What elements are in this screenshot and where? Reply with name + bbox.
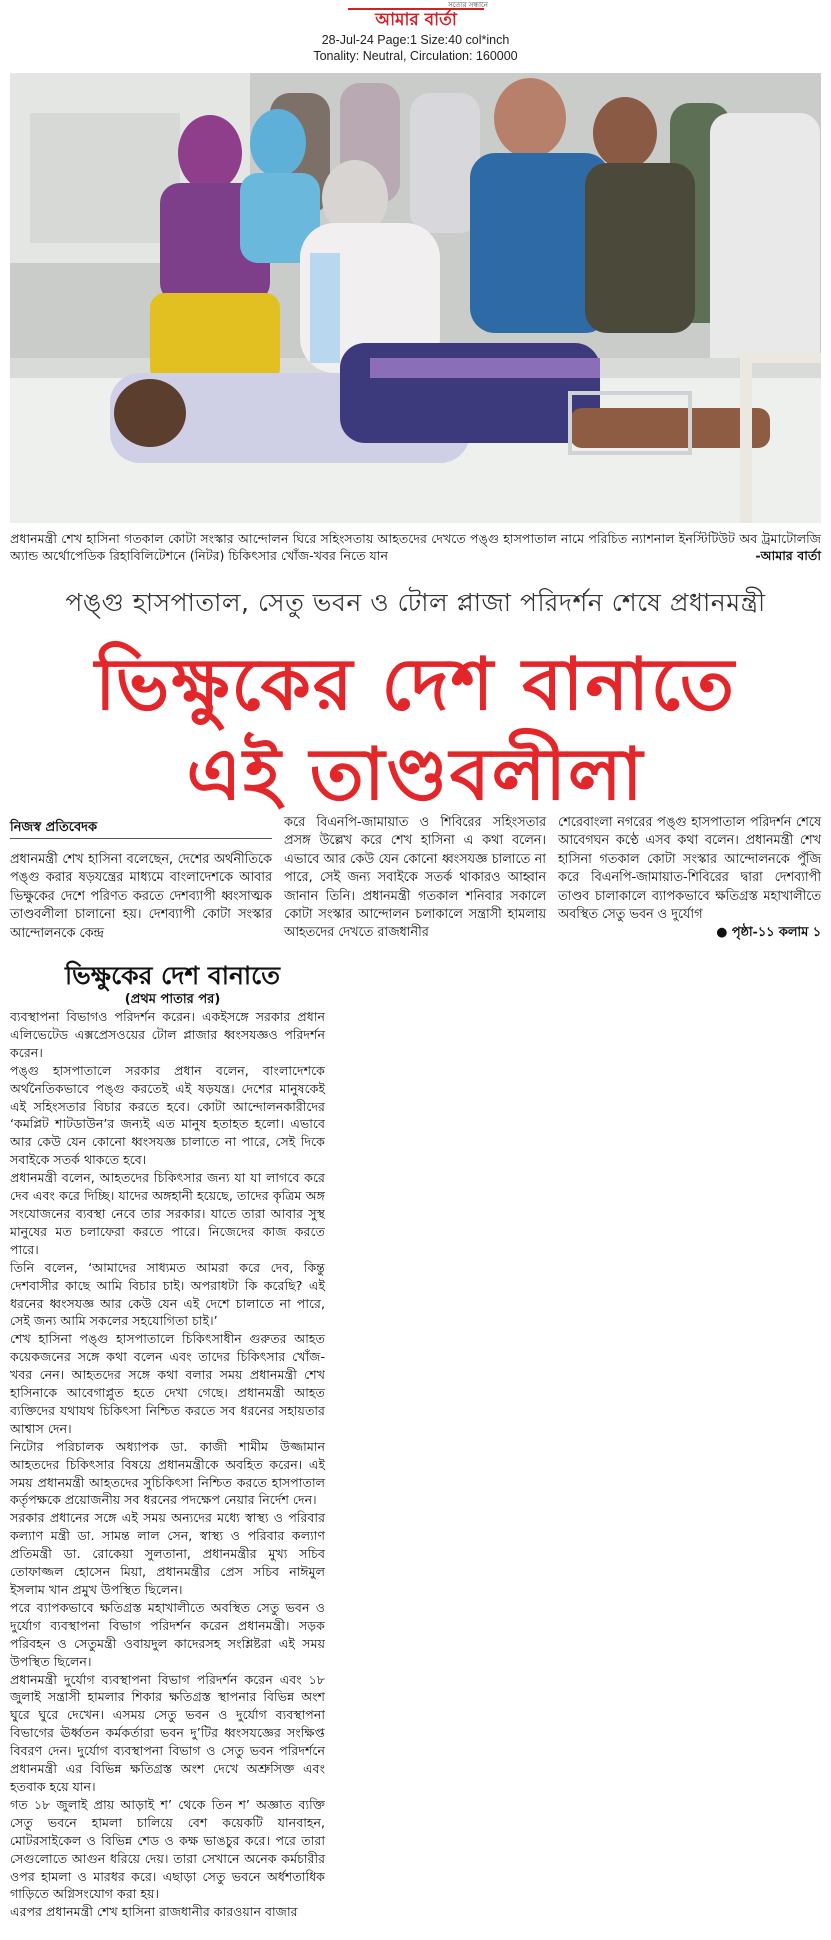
jump-paragraph: এরপর প্রধানমন্ত্রী শেখ হাসিনা রাজধানীর কারওয়ান বাজার [10,1904,298,1920]
jump-paragraph: নিটোর পরিচালক অধ্যাপক ডা. কাজী শামীম উজ্জামান আহতদের চিকিৎসার বিষয়ে প্রধানমন্ত্রীকে অবহিত করেন। এই সময় প্রধানমন্ত্রী আহতদের সুচিকিৎসা নিশ্চিত করতে হাসপাতাল কর্তৃপক্ষকে প্রয়োজনীয় সব ধরনের পদক্ষেপ নেয়ার নির্দেশ দেন। [10,1438,325,1508]
jump-paragraph: ব্যবস্থাপনা বিভাগও পরিদর্শন করেন। একইসঙ্গে সরকার প্রধান এলিভেটেড এক্সপ্রেসওয়ের টোল প্লাজার ধ্বংসযজ্ঞও পরিদর্শন করেন। [10,1009,325,1060]
jump-paragraph: সরকার প্রধানের সঙ্গে এই সময় অন্যদের মধ্যে স্বাস্থ্য ও পরিবার কল্যাণ মন্ত্রী ডা. সামন্ত লাল সেন, স্বাস্থ্য ও পরিবার কল্যাণ প্রতিমন্ত্রী ডা. রোকেয়া সুলতানা, প্রধানমন্ত্রীর মুখ্য সচিব তোফাজ্জল হোসেন মিয়া, প্রধানমন্ত্রীর প্রেস সচিব নাঈমুল ইসলাম খান প্রমুখ উপস্থিত ছিলেন। [10,1510,325,1597]
jump-body [10,1008,325,1921]
jump-title: ভিক্ষুকের দেশ বানাতে [65,961,280,990]
article-column-1: প্রধানমন্ত্রী শেখ হাসিনা বলেছেন, দেশের অর্থনীতিকে পঙ্গু করার ষড়যন্ত্রের মাধ্যমে বাংলাদেশকে আবার ভিক্ষুকের দেশে পরিণত করতে দেশব্যাপী ধ্বংসাত্মক তাণ্ডবলীলা চালানো হয়। দেশব্যাপী কোটা সংস্কার আন্দোলনকে কেন্দ্র [10,852,272,941]
masthead [0,0,831,70]
main-headline-line-2: এই তাণ্ডবলীলা [186,732,645,816]
byline: নিজস্ব প্রতিবেদক [10,820,98,835]
article-column-2: করে বিএনপি-জামায়াত ও শিবিরের সহিংসতার প্রসঙ্গ উল্লেখ করে শেখ হাসিনা এ কথা বলেন। এভাবে আর কেউ যেন কোনো ধ্বংসযজ্ঞ চালাতে না পারে, সেই জন্য সবাইকে সতর্ক থাকারও আহ্বান জানান তিনি। প্রধানমন্ত্রী গতকাল শনিবার সকালে কোটা সংস্কার আন্দোলন চলাকালে সন্ত্রাসী হামলায় আহতদের দেখতে রাজধানীর [284,815,546,941]
photo-caption: প্রধানমন্ত্রী শেখ হাসিনা গতকাল কোটা সংস্কার আন্দোলন ঘিরে সহিংসতায় আহতদের দেখতে পঙ্গু হাসপাতাল নামে পরিচিত ন্যাশনাল ইনস্টিটিউট অব ট্রমাটোলজি অ্যান্ড অর্থোপেডিক রিহাবিলিটেশনে (নিটর) চিকিৎসার খোঁজ-খবর নিতে যান [10,531,821,563]
article-column-3: শেরেবাংলা নগরের পঙ্গু হাসপাতাল পরিদর্শন শেষে আবেগঘন কণ্ঠে এসব কথা বলেন। প্রধানমন্ত্রী শেখ হাসিনা গতকাল কোটা সংস্কার আন্দোলনকে পুঁজি করে বিএনপি-জামায়াত-শিবিরের দ্বারা দেশব্যাপী তাণ্ডব চালাকালে ব্যাপকভাবে ক্ষতিগ্রস্ত মহাখালীতে অবস্থিত সেতু ভবন ও দুর্যোগ [558,815,821,923]
clip-meta-tonality: Tonality: Neutral, Circulation: 160000 [313,49,518,63]
continued-marker: ● পৃষ্ঠা-১১ কলাম ১ [716,925,821,940]
jump-subtitle: (প্রথম পাতার পর) [124,992,221,1007]
byline-divider [10,838,272,839]
shoulder-headline: পঙ্গু হাসপাতাল, সেতু ভবন ও টোল প্লাজা পরিদর্শন শেষে প্রধানমন্ত্রী [65,588,766,617]
jump-paragraph: শেখ হাসিনা পঙ্গু হাসপাতালে চিকিৎসাধীন গুরুতর আহত কয়েকজনের সঙ্গে কথা বলেন এবং তাদের চিকিৎসার খোঁজ-খবর নেন। আহতদের সঙ্গে কথা বলার সময় প্রধানমন্ত্রী শেখ হাসিনাকে আবেগাপ্লুত হতে দেখা গেছে। প্রধানমন্ত্রী আহত ব্যক্তিদের যথাযথ চিকিৎসা নিশ্চিত করতে সব ধরনের সহায়তার আশ্বাস দেন। [10,1331,325,1436]
logo-tagline: সত্যের সন্ধানে [448,2,488,9]
jump-paragraph: গত ১৮ জুলাই প্রায় আড়াই শ’ থেকে তিন শ’ অজ্ঞাত ব্যক্তি সেতু ভবনে হামলা চালিয়ে বেশ কয়েকটি যানবাহন, মোটরসাইকেল ও বিভিন্ন শেড ও কক্ষ ভাঙচুর করে। পরে তারা সেগুলোতে আগুন ধরিয়ে দেয়। তারা সেখানে অনেক কর্মচারীর ওপর হামলা ও মারধর করে। এছাড়া সেতু ভবনে অর্ধশতাধিক গাড়িতে অগ্নিসংযোগ করা হয়। [10,1796,325,1902]
clip-meta-date-page: 28-Jul-24 Page:1 Size:40 col*inch [321,33,510,47]
main-headline-line-1: ভিক্ষুকের দেশ বানাতে [94,642,737,726]
logo-text: আমার বার্তা [375,10,457,30]
photo-credit: -আমার বার্তা [755,548,821,563]
hospital-visit-photo [10,73,821,523]
jump-paragraph: প্রধানমন্ত্রী দুর্যোগ ব্যবস্থাপনা বিভাগ পরিদর্শন করেন এবং ১৮ জুলাই সন্ত্রাসী হামলার শিকার ক্ষতিগ্রস্ত স্থাপনার বিভিন্ন অংশ ঘুরে ঘুরে দেখেন। এসময় সেতু ভবন ও দুর্যোগ ব্যবস্থাপনা বিভাগের ঊর্ধ্বতন কর্মকর্তারা ভবন দু’টির ধ্বংসযজ্ঞের সংক্ষিপ্ত বিবরণ দেন। দুর্যোগ ব্যবস্থাপনা বিভাগ ও সেতু ভবন পরিদর্শনে প্রধানমন্ত্রী এর বিভিন্ন ক্ষতিগ্রস্ত অংশ দেখে অশ্রুসিক্ত এবং হতবাক হয়ে যান। [10,1671,325,1794]
jump-paragraph: প্রধানমন্ত্রী বলেন, আহতদের চিকিৎসার জন্য যা যা লাগবে করে দেব এবং করে দিচ্ছি। যাদের অঙ্গহানী হয়েছে, তাদের কৃত্রিম অঙ্গ সংযোজনের ব্যবস্থা নেবে তার সরকার। যাতে তারা আবার সুস্থ মানুষের মত চলাফেরা করতে পারে। নিজেদের কাজ করতে পারে। [10,1170,325,1257]
newspaper-logo [340,2,492,30]
jump-paragraph: তিনি বলেন, ‘আমাদের সাধ্যমত আমরা করে দেব, কিন্তু দেশবাসীর কাছে আমি বিচার চাই। অপরাধটা কি করেছি? এই ধরনের ধ্বংসযজ্ঞ আর কেউ যেন এই দেশে চালাতে না পারে, সেই জন্য আমি সকলের সহযোগিতা চাই।’ [10,1259,325,1329]
jump-paragraph: পঙ্গু হাসপাতালে সরকার প্রধান বলেন, বাংলাদেশকে অর্থনৈতিকভাবে পঙ্গু করতেই এই ষড়যন্ত্র। দেশের মানুষকেই এই সহিংসতার বিচার করতে হবে। কোটা আন্দোলনকারীদের ‘কমপ্লিট শাটডাউন’র জন্যই এত মানুষ হতাহত হলো। এভাবে আর কেউ যেন কোনো ধ্বংসযজ্ঞ চালাতে না পারে, সেই দিকে সবাইকে সতর্ক থাকতে হবে। [10,1062,325,1168]
jump-paragraph: পরে ব্যাপকভাবে ক্ষতিগ্রস্ত মহাখালীতে অবস্থিত সেতু ভবন ও দুর্যোগ ব্যবস্থাপনা বিভাগ পরিদর্শন করেন প্রধানমন্ত্রী। সড়ক পরিবহন ও সেতুমন্ত্রী ওবায়দুল কাদেরসহ সংশ্লিষ্টরা এই সময় উপস্থিত ছিলেন। [10,1599,325,1669]
news-photo [10,73,821,523]
